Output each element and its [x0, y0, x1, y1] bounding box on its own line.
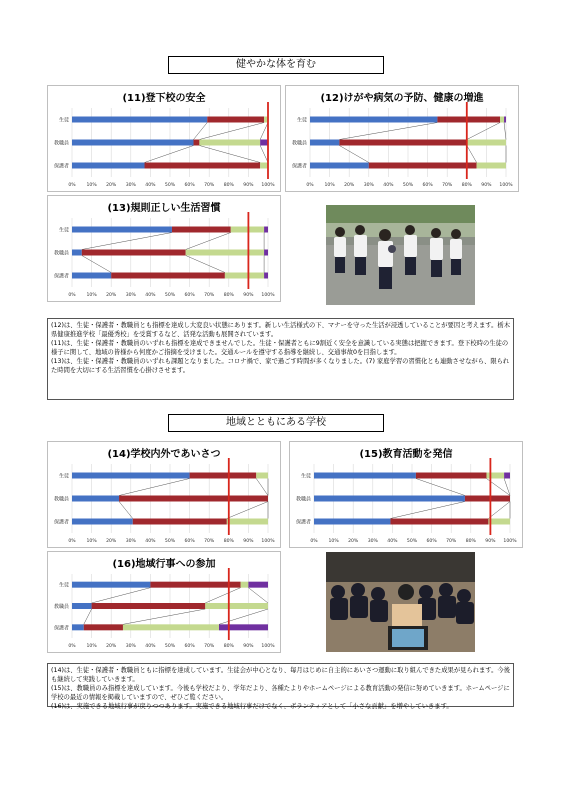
x-tick-label: 70%	[204, 183, 215, 188]
comment-13: (13)は、生徒・保護者・教職員のいずれも課題となりました。コロナ禍で、家で過ごす時間が多くなりました。(7) 家庭学習の習慣化とも連動させながら、限られた時間を大切にする生活習慣を心掛けさせます。	[51, 358, 510, 374]
chart-title: (11)登下校の安全	[122, 93, 206, 104]
bar-segment	[241, 582, 249, 588]
bar-segment	[186, 250, 264, 256]
bar-segment	[219, 624, 268, 630]
x-tick-label: 10%	[324, 183, 335, 188]
bar-segment	[488, 519, 510, 525]
series-connector	[248, 588, 268, 603]
series-connector	[84, 609, 92, 624]
x-tick-label: 30%	[363, 183, 374, 188]
category-label: 生徒	[58, 473, 69, 480]
bar-segment	[437, 117, 500, 123]
series-connector	[227, 502, 268, 519]
chart-title: (12)けがや病気の予防、健康の増進	[320, 93, 484, 104]
category-label: 保護者	[53, 625, 69, 632]
x-tick-label: 80%	[223, 293, 234, 298]
series-connector	[186, 233, 231, 250]
category-label: 保護者	[53, 273, 69, 280]
bar-segment	[84, 624, 123, 630]
bar-segment	[504, 117, 506, 123]
photo-classroom	[326, 552, 475, 652]
bar-segment	[467, 140, 506, 146]
photo-students-exercise	[326, 205, 475, 305]
bar-segment	[310, 163, 369, 169]
x-tick-label: 60%	[184, 539, 195, 544]
x-tick-label: 90%	[243, 293, 254, 298]
series-connector	[82, 256, 111, 273]
x-tick-label: 100%	[261, 539, 275, 544]
chart-15	[289, 441, 523, 548]
bar-segment	[82, 250, 186, 256]
bar-segment	[133, 519, 227, 525]
x-tick-label: 90%	[481, 183, 492, 188]
bar-segment	[111, 273, 225, 279]
x-tick-label: 100%	[503, 539, 517, 544]
x-tick-label: 30%	[367, 539, 378, 544]
x-tick-label: 90%	[243, 644, 254, 649]
comment-12: (12)は、生徒・保護者・教職員とも指標を達成し大変良い状態にあります。新しい生活様式の下、マナーを守った生活が浸透していることが要因と考えます。栃木県健康推進学校「最優秀校」を受賞するなど、活発な活動も展開されています。	[51, 322, 510, 338]
bar-segment	[310, 140, 339, 146]
category-label: 生徒	[300, 473, 311, 480]
series-connector	[205, 588, 240, 603]
bar-segment	[314, 519, 390, 525]
bar-segment	[504, 473, 510, 479]
bar-segment	[314, 473, 416, 479]
x-tick-label: 90%	[243, 183, 254, 188]
bar-segment	[199, 140, 260, 146]
x-tick-label: 0%	[68, 293, 76, 298]
comment-16: (16)は、実施できる地域行事が戻りつつあります。実施できる地域行事だけでなく、ボランティアとして「小さな貢献」を増やしていきます。	[51, 703, 453, 710]
series-connector	[488, 502, 510, 519]
series-connector	[467, 123, 500, 140]
category-label: 教職員	[291, 140, 307, 147]
bar-segment	[225, 273, 264, 279]
x-tick-label: 50%	[406, 539, 418, 544]
x-tick-label: 10%	[86, 539, 97, 544]
x-tick-label: 70%	[204, 644, 215, 649]
x-tick-label: 100%	[499, 183, 513, 188]
x-tick-label: 10%	[86, 183, 97, 188]
bar-segment	[390, 519, 488, 525]
bar-segment	[119, 496, 268, 502]
category-label: 生徒	[296, 117, 307, 124]
x-tick-label: 80%	[461, 183, 472, 188]
bar-segment	[205, 603, 268, 609]
x-tick-label: 10%	[86, 293, 97, 298]
x-tick-label: 10%	[86, 644, 97, 649]
bar-segment	[416, 473, 487, 479]
bar-segment	[248, 582, 268, 588]
bar-segment	[310, 117, 437, 123]
x-tick-label: 40%	[387, 539, 398, 544]
series-connector	[82, 233, 172, 250]
x-tick-label: 50%	[164, 293, 176, 298]
x-tick-label: 20%	[344, 183, 355, 188]
x-tick-label: 20%	[106, 293, 117, 298]
bar-segment	[150, 582, 240, 588]
x-tick-label: 40%	[145, 539, 156, 544]
bar-segment	[465, 496, 510, 502]
x-tick-label: 60%	[184, 293, 195, 298]
x-tick-label: 100%	[261, 644, 275, 649]
x-tick-label: 80%	[223, 539, 234, 544]
category-label: 教職員	[53, 140, 69, 147]
bar-segment	[207, 117, 264, 123]
bar-segment	[500, 117, 504, 123]
series-connector	[145, 146, 194, 163]
category-label: 教職員	[53, 250, 69, 257]
x-tick-label: 30%	[125, 293, 136, 298]
bar-segment	[72, 496, 119, 502]
section-title-health: 健やかな体を育む	[168, 56, 384, 74]
x-tick-label: 40%	[145, 644, 156, 649]
x-tick-label: 60%	[184, 644, 195, 649]
category-label: 生徒	[58, 227, 69, 234]
bar-segment	[145, 163, 261, 169]
series-connector	[119, 479, 190, 496]
category-label: 保護者	[53, 163, 69, 170]
bar-segment	[72, 140, 194, 146]
bar-segment	[172, 227, 231, 233]
bar-segment	[72, 163, 145, 169]
category-label: 教職員	[53, 496, 69, 503]
series-connector	[467, 146, 477, 163]
x-tick-label: 0%	[68, 644, 76, 649]
x-tick-label: 80%	[223, 183, 234, 188]
chart-14	[47, 441, 281, 548]
x-tick-label: 50%	[164, 644, 176, 649]
series-connector	[92, 588, 151, 603]
series-connector	[504, 479, 510, 496]
category-label: 生徒	[58, 117, 69, 124]
bar-segment	[264, 227, 268, 233]
photo-image	[326, 552, 475, 652]
chart-title: (16)地域行事への参加	[112, 559, 216, 570]
chart-title: (13)規則正しい生活習慣	[107, 203, 221, 214]
chart-11	[47, 85, 281, 192]
bar-segment	[72, 473, 190, 479]
category-label: 生徒	[58, 582, 69, 589]
x-tick-label: 70%	[446, 539, 457, 544]
x-tick-label: 100%	[261, 183, 275, 188]
series-connector	[416, 479, 465, 496]
bar-segment	[72, 603, 92, 609]
bar-segment	[231, 227, 264, 233]
x-tick-label: 0%	[306, 183, 314, 188]
bar-segment	[260, 140, 268, 146]
bar-segment	[339, 140, 466, 146]
comment-11: (11)は、生徒・保護者・教職員のいずれも指標を達成できませんでした。生徒・保護者ともに9割近く安全を意識している実態は把握できます。登下校時の生徒の様子に関して、地域の皆様から何度かご指摘を受けました。交通ルールを遵守する指導を継続し、交通事故0を目指します。	[51, 340, 509, 356]
series-connector	[186, 256, 225, 273]
chart-plot	[290, 442, 522, 547]
bar-segment	[190, 473, 257, 479]
comment-15: (15)は、教職員のみ指標を達成しています。今後も学校だより、学年だより、各種たよりやホームページによる教育活動の発信に努めていきます。ホームページに学校の最近の情報を掲載していますので、ぜひご覧ください。	[51, 685, 510, 701]
comment-14: (14)は、生徒・保護者・教職員ともに指標を達成しています。生徒会が中心となり、毎月はじめに自主的にあいさつ運動に取り組んできた成果が見られます。今後も継続して実践していきます。	[51, 667, 510, 683]
x-tick-label: 60%	[426, 539, 437, 544]
x-tick-label: 80%	[465, 539, 476, 544]
bar-segment	[72, 273, 111, 279]
bar-segment	[194, 140, 200, 146]
x-tick-label: 40%	[145, 183, 156, 188]
x-tick-label: 70%	[204, 293, 215, 298]
bar-segment	[72, 519, 133, 525]
chart-plot	[286, 86, 518, 191]
x-tick-label: 20%	[348, 539, 359, 544]
bar-segment	[256, 473, 268, 479]
x-tick-label: 70%	[204, 539, 215, 544]
chart-13	[47, 195, 281, 302]
category-label: 教職員	[53, 604, 69, 610]
x-tick-label: 50%	[402, 183, 414, 188]
x-tick-label: 20%	[106, 539, 117, 544]
bar-segment	[369, 163, 477, 169]
x-tick-label: 0%	[310, 539, 318, 544]
bar-segment	[123, 624, 219, 630]
x-tick-label: 10%	[328, 539, 339, 544]
category-label: 保護者	[291, 163, 307, 170]
x-tick-label: 90%	[243, 539, 254, 544]
x-tick-label: 60%	[422, 183, 433, 188]
category-label: 保護者	[53, 519, 69, 526]
bar-segment	[264, 250, 268, 256]
commentary-community	[47, 663, 514, 710]
chart-title: (15)教育活動を発信	[359, 449, 453, 460]
section-title-community: 地域とともにある学校	[168, 414, 384, 432]
x-tick-label: 20%	[106, 644, 117, 649]
bar-segment	[227, 519, 268, 525]
x-tick-label: 30%	[125, 539, 136, 544]
x-tick-label: 30%	[125, 644, 136, 649]
x-tick-label: 90%	[485, 539, 496, 544]
x-tick-label: 50%	[164, 539, 176, 544]
chart-16	[47, 551, 281, 653]
bar-segment	[72, 250, 82, 256]
category-label: 教職員	[295, 496, 311, 503]
x-tick-label: 30%	[125, 183, 136, 188]
bar-segment	[477, 163, 506, 169]
x-tick-label: 0%	[68, 539, 76, 544]
bar-segment	[314, 496, 465, 502]
x-tick-label: 20%	[106, 183, 117, 188]
series-connector	[256, 479, 268, 496]
x-tick-label: 40%	[383, 183, 394, 188]
x-tick-label: 0%	[68, 183, 76, 188]
bar-segment	[260, 163, 268, 169]
x-tick-label: 80%	[223, 644, 234, 649]
series-connector	[219, 609, 268, 624]
bar-segment	[72, 227, 172, 233]
bar-segment	[486, 473, 504, 479]
bar-segment	[92, 603, 206, 609]
x-tick-label: 60%	[184, 183, 195, 188]
chart-plot	[48, 552, 280, 652]
bar-segment	[72, 624, 84, 630]
series-connector	[390, 502, 464, 519]
chart-12	[285, 85, 519, 192]
series-connector	[260, 146, 268, 163]
series-connector	[199, 146, 260, 163]
bar-segment	[72, 117, 207, 123]
chart-title: (14)学校内外であいさつ	[107, 449, 221, 460]
series-connector	[339, 146, 368, 163]
x-tick-label: 100%	[261, 293, 275, 298]
series-connector	[260, 123, 268, 140]
series-connector	[194, 123, 208, 140]
category-label: 保護者	[295, 519, 311, 526]
x-tick-label: 40%	[145, 293, 156, 298]
bar-segment	[72, 582, 150, 588]
bar-segment	[264, 273, 268, 279]
commentary-health	[47, 318, 514, 400]
photo-image	[326, 205, 475, 305]
x-tick-label: 70%	[442, 183, 453, 188]
chart-plot	[48, 196, 280, 301]
chart-plot	[48, 442, 280, 547]
x-tick-label: 50%	[164, 183, 176, 188]
chart-plot	[48, 86, 280, 191]
series-connector	[123, 609, 205, 624]
